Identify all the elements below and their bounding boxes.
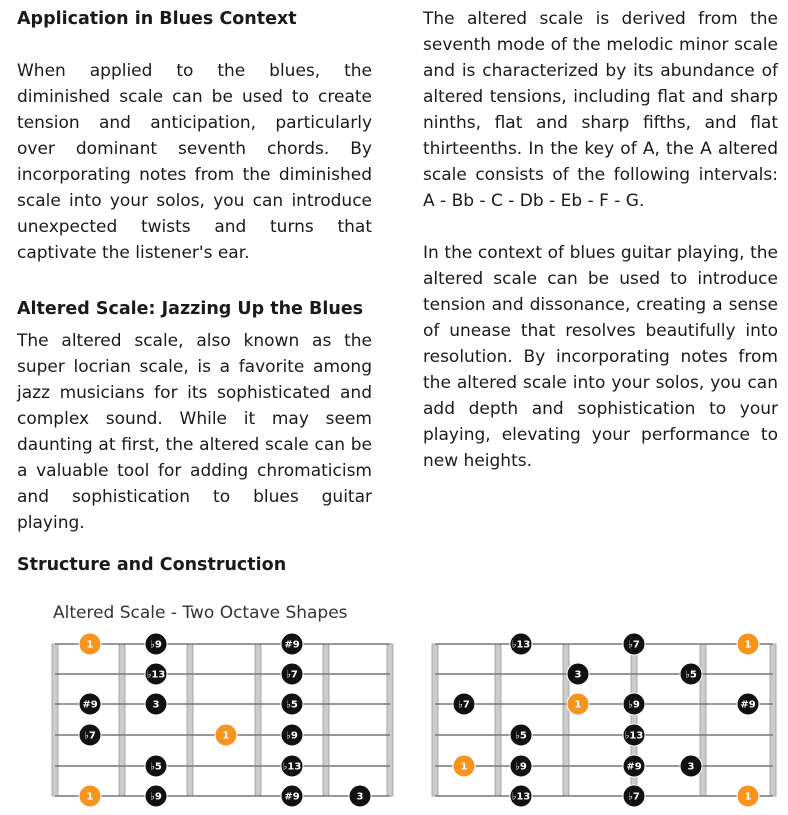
scale-note-marker	[623, 693, 645, 715]
note-label: #9	[740, 699, 756, 711]
note-label: 1	[86, 791, 94, 803]
note-label: 1	[460, 761, 468, 773]
note-label: ♭13	[511, 791, 531, 803]
note-label: #9	[284, 791, 300, 803]
scale-note-marker	[145, 755, 167, 777]
scale-note-marker	[510, 724, 532, 746]
scale-note-marker	[680, 663, 702, 685]
note-label: ♭9	[628, 699, 640, 711]
fret-wire	[255, 644, 261, 796]
note-label: 3	[687, 761, 695, 773]
note-label: ♭13	[511, 639, 531, 651]
scale-note-marker	[680, 755, 702, 777]
root-note-marker	[737, 633, 759, 655]
fret-wire	[187, 644, 193, 796]
note-label: ♭5	[685, 669, 697, 681]
scale-note-marker	[623, 785, 645, 807]
scale-note-marker	[79, 693, 101, 715]
note-label: ♭5	[286, 699, 298, 711]
note-label: 1	[574, 699, 582, 711]
scale-note-marker	[623, 755, 645, 777]
scale-note-marker	[567, 663, 589, 685]
heading-application-blues: Application in Blues Context	[17, 9, 297, 29]
scale-note-marker	[453, 693, 475, 715]
fret-wire	[323, 644, 329, 796]
paragraph-altered-intro: The altered scale, also known as the super locrian scale, is a favorite among jazz musicians for its sophisticated and complex sound. While it may seem daunting at first, the altered scale can be a valuable tool for adding chromaticism and sophistication to blues guitar playing.	[17, 331, 372, 533]
note-label: #9	[284, 639, 300, 651]
note-label: 3	[574, 669, 582, 681]
fret-wire	[432, 644, 438, 796]
note-label: 1	[222, 730, 230, 742]
note-label: ♭13	[624, 730, 644, 742]
paragraph-altered-derivation: The altered scale is derived from the seventh mode of the melodic minor scale and is characterized by its abundance of altered tensions, including flat and sharp ninths, flat and sharp fifths, and flat thirteenths. In the key of A, the A altered scale consists of the following intervals: A - Bb - C - Db - Eb - F - G.	[423, 9, 778, 211]
scale-note-marker	[349, 785, 371, 807]
note-label: ♭9	[286, 730, 298, 742]
note-label: ♭7	[84, 730, 96, 742]
note-label: #9	[626, 761, 642, 773]
root-note-marker	[737, 785, 759, 807]
note-label: 3	[356, 791, 364, 803]
note-label: ♭9	[515, 761, 527, 773]
fret-wire	[563, 644, 569, 796]
scale-note-marker	[145, 633, 167, 655]
scale-note-marker	[281, 785, 303, 807]
root-note-marker	[79, 633, 101, 655]
root-note-marker	[79, 785, 101, 807]
note-label: ♭7	[458, 699, 470, 711]
scale-note-marker	[145, 663, 167, 685]
scale-note-marker	[281, 724, 303, 746]
fretboard-1	[52, 633, 393, 807]
note-label: 1	[86, 639, 94, 651]
fret-wire	[770, 644, 776, 796]
note-label: ♭7	[628, 791, 640, 803]
fret-wire	[387, 644, 393, 796]
note-label: ♭7	[286, 669, 298, 681]
scale-note-marker	[281, 755, 303, 777]
paragraph-diminished-blues: When applied to the blues, the diminished scale can be used to create tension and anticipation, particularly over dominant seventh chords. By incorporating notes from the diminished scale into your solos, you can introduce unexpected twists and turns that captivate the listener's ear.	[17, 61, 372, 263]
note-label: ♭13	[146, 669, 166, 681]
note-label: #9	[82, 699, 98, 711]
root-note-marker	[567, 693, 589, 715]
note-label: 1	[744, 639, 752, 651]
note-label: 3	[152, 699, 160, 711]
scale-note-marker	[623, 724, 645, 746]
scale-note-marker	[510, 755, 532, 777]
scale-note-marker	[145, 785, 167, 807]
heading-altered-scale: Altered Scale: Jazzing Up the Blues	[17, 299, 364, 319]
scale-note-marker	[281, 663, 303, 685]
fret-wire	[700, 644, 706, 796]
scale-note-marker	[510, 633, 532, 655]
scale-note-marker	[510, 785, 532, 807]
scale-note-marker	[737, 693, 759, 715]
fret-wire	[495, 644, 501, 796]
note-label: ♭5	[515, 730, 527, 742]
note-label: ♭5	[150, 761, 162, 773]
note-label: ♭7	[628, 639, 640, 651]
root-note-marker	[453, 755, 475, 777]
heading-structure-construction: Structure and Construction	[17, 555, 287, 575]
root-note-marker	[215, 724, 237, 746]
fret-wire	[119, 644, 125, 796]
scale-note-marker	[281, 693, 303, 715]
scale-note-marker	[79, 724, 101, 746]
scale-note-marker	[281, 633, 303, 655]
note-label: 1	[744, 791, 752, 803]
paragraph-altered-blues-context: In the context of blues guitar playing, the altered scale can be used to introduce tension and dissonance, creating a sense of unease that resolves beautifully into resolution. By incorporating notes from the altered scale into your solos, you can add depth and sophistication to your playing, elevating your performance to new heights.	[423, 243, 778, 471]
note-label: ♭13	[282, 761, 302, 773]
note-label: ♭9	[150, 639, 162, 651]
note-label: ♭9	[150, 791, 162, 803]
fretboard-2	[432, 633, 776, 807]
fret-wire	[52, 644, 58, 796]
diagram-title: Altered Scale - Two Octave Shapes	[53, 603, 348, 623]
scale-note-marker	[623, 633, 645, 655]
scale-note-marker	[145, 693, 167, 715]
